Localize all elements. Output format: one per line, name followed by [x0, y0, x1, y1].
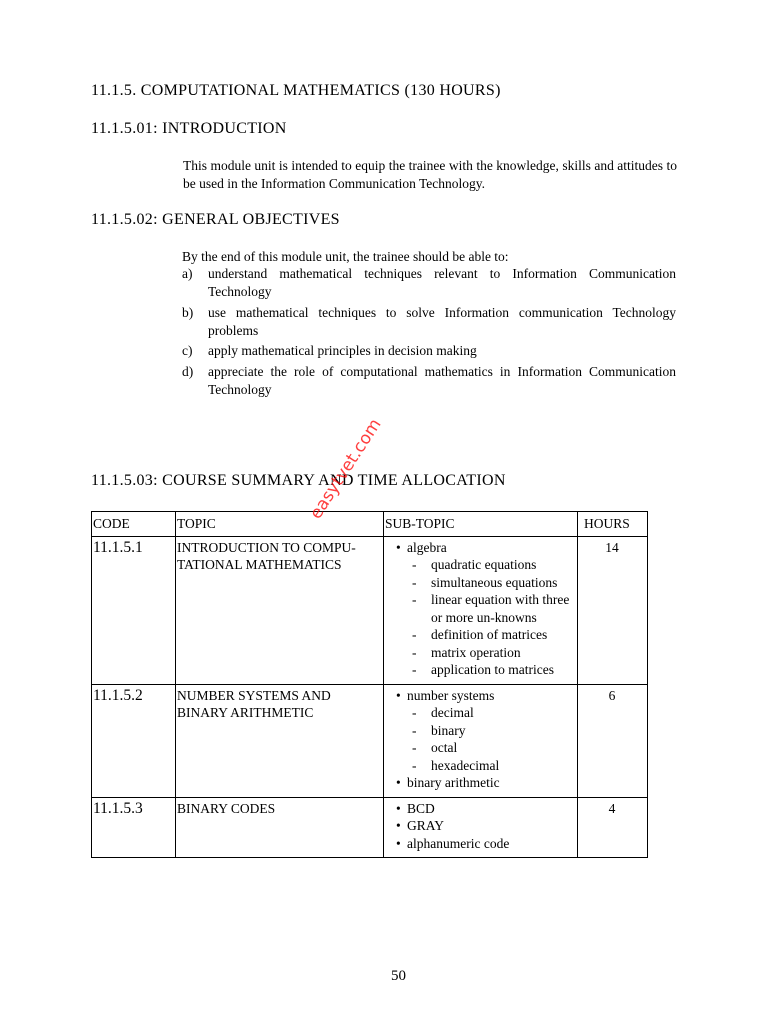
- sub-topic-bullet: • number systems: [393, 687, 575, 705]
- objectives-lead: By the end of this module unit, the trainee should be able to:: [182, 249, 509, 264]
- hours-cell: 14: [578, 536, 648, 684]
- table-header-row: [92, 512, 648, 537]
- objective-label: b): [182, 305, 194, 320]
- topic-line: BINARY ARITHMETIC: [177, 705, 314, 720]
- sub-topic-item: - quadratic equations: [393, 556, 575, 574]
- code-cell: 11.1.5.2: [92, 684, 176, 797]
- sub-topic-item: - definition of matrices: [393, 626, 575, 644]
- objectives-heading: 11.1.5.02: GENERAL OBJECTIVES: [91, 211, 340, 228]
- code-cell: 11.1.5.3: [92, 797, 176, 858]
- course-summary-table: [91, 511, 648, 858]
- introduction-text: This module unit is intended to equip the trainee with the knowledge, skills and attitudes to be used in the Information Communication Technology.: [183, 158, 677, 191]
- sub-topic-bullet: • alphanumeric code: [393, 835, 575, 853]
- objective-label: c): [182, 343, 193, 358]
- column-header-code: CODE: [92, 512, 176, 537]
- sub-topic-bullet: • BCD: [393, 800, 575, 818]
- topic-line: BINARY CODES: [177, 800, 276, 816]
- topic-cell: [176, 684, 384, 797]
- objective-label: a): [182, 266, 193, 281]
- topic-line: NUMBER SYSTEMS AND: [177, 687, 331, 703]
- topic-line: INTRODUCTION TO COMPU-: [177, 539, 356, 555]
- sub-topic-item: - simultaneous equations: [393, 574, 575, 592]
- table-row: [92, 536, 648, 684]
- sub-topic-item: - hexadecimal: [393, 757, 575, 775]
- hours-cell: 4: [578, 797, 648, 858]
- sub-topic-cell: [384, 536, 578, 684]
- sub-topic-cell: [384, 684, 578, 797]
- sub-topic-item: - octal: [393, 739, 575, 757]
- sub-topic-item: - binary: [393, 722, 575, 740]
- objectives-list: [0, 265, 768, 405]
- sub-topic-bullet: • binary arithmetic: [393, 774, 575, 792]
- sub-topic-bullet: • algebra: [393, 539, 575, 557]
- topic-cell: [176, 536, 384, 684]
- topic-cell: [176, 797, 384, 858]
- sub-topic-bullet: • GRAY: [393, 817, 575, 835]
- column-header-topic: TOPIC: [176, 512, 384, 537]
- objective-text: appreciate the role of computational mathematics in Information Communication Technology: [208, 364, 676, 397]
- objective-label: d): [182, 364, 194, 379]
- column-header-sub-topic: SUB-TOPIC: [384, 512, 578, 537]
- code-cell: 11.1.5.1: [92, 536, 176, 684]
- section-title: 11.1.5. COMPUTATIONAL MATHEMATICS (130 HOURS): [91, 82, 501, 99]
- page-number: 50: [391, 968, 406, 984]
- topic-line: TATIONAL MATHEMATICS: [177, 557, 342, 572]
- sub-topic-item: - matrix operation: [393, 644, 575, 662]
- course-summary-heading: 11.1.5.03: COURSE SUMMARY AND TIME ALLOCATION: [91, 472, 506, 489]
- introduction-heading: 11.1.5.01: INTRODUCTION: [91, 120, 287, 137]
- sub-topic-item: - decimal: [393, 704, 575, 722]
- sub-topic-cell: [384, 797, 578, 858]
- objective-text: apply mathematical principles in decision making: [208, 343, 477, 358]
- objective-text: use mathematical techniques to solve Information communication Technology problems: [208, 305, 676, 338]
- table-row: [92, 684, 648, 797]
- column-header-hours: HOURS: [578, 512, 648, 537]
- objective-text: understand mathematical techniques relevant to Information Communication Technology: [208, 266, 676, 299]
- table-row: [92, 797, 648, 858]
- watermark: easytvet.com: [306, 415, 386, 523]
- hours-cell: 6: [578, 684, 648, 797]
- sub-topic-item: - linear equation with three or more un-knowns: [393, 591, 575, 626]
- sub-topic-item: - application to matrices: [393, 661, 575, 679]
